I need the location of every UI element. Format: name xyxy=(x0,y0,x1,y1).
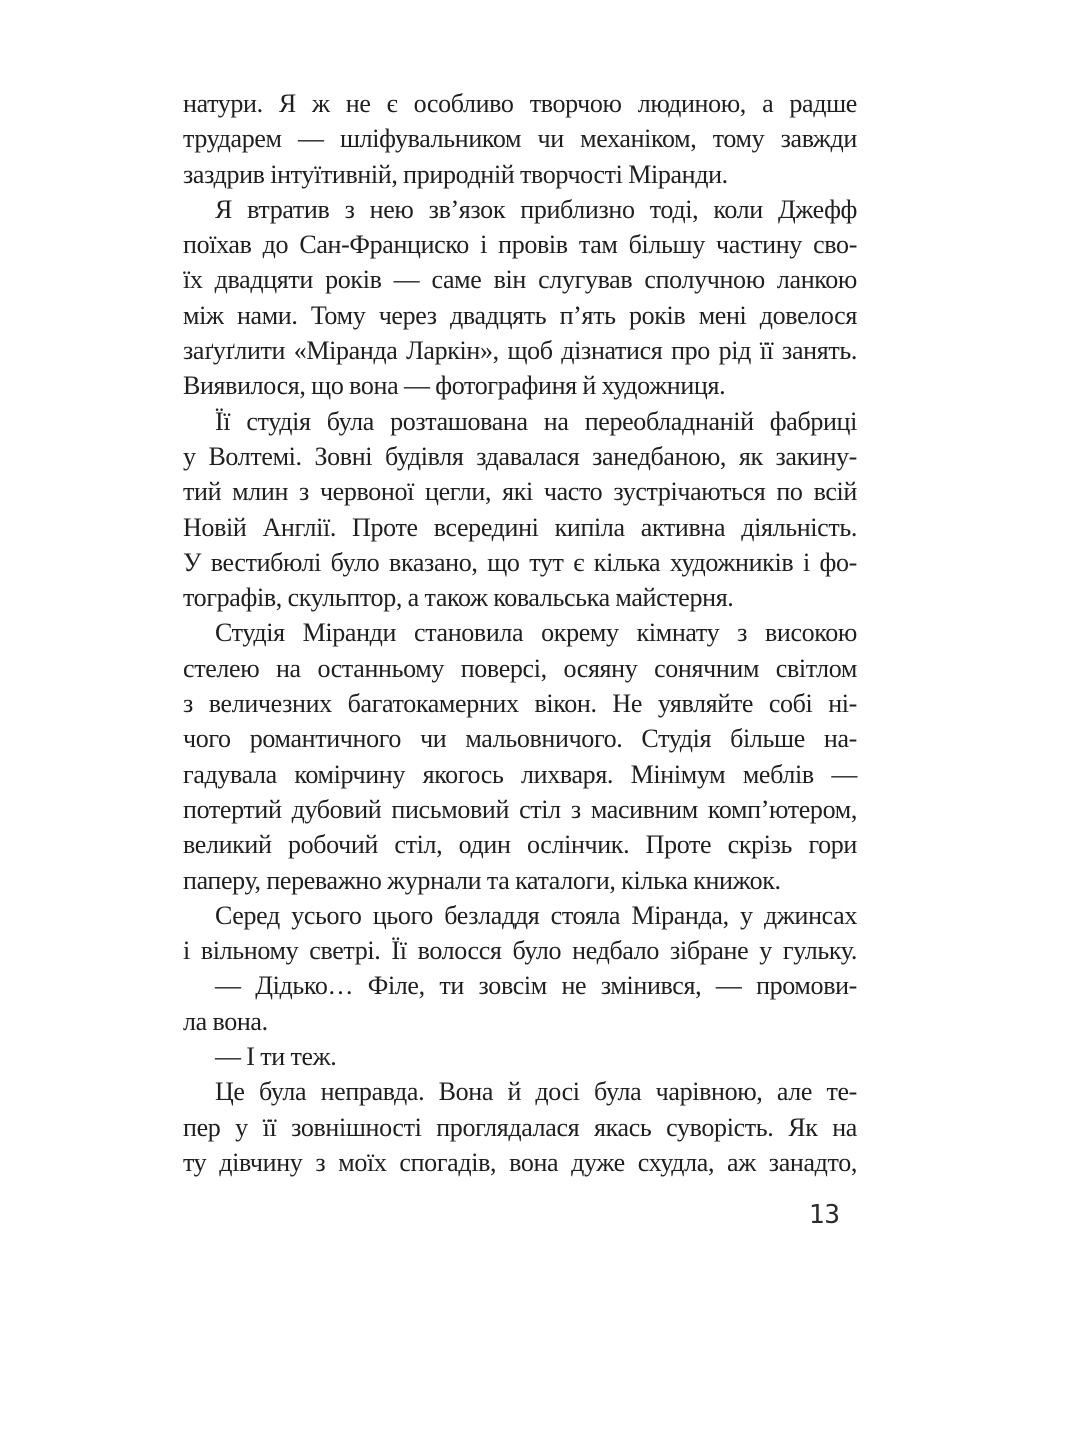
text-line: чого романтичного чи мальовничого. Студія більше на- xyxy=(183,724,857,754)
text-line: — Дідько… Філе, ти зовсім не змінився, — промови- xyxy=(215,971,857,1001)
page-number: 13 xyxy=(808,1200,840,1230)
text-line: і вільному светрі. Її волосся було недбало зібране у гульку. xyxy=(183,936,857,966)
text-line: Я втратив з нею зв’язок приблизно тоді, коли Джефф xyxy=(215,194,857,224)
text-line: Її студія була розташована на переобладнаній фабриці xyxy=(215,406,857,436)
text-line: стелею на останньому поверсі, осяяну сонячним світлом xyxy=(183,653,857,683)
text-line: Це була неправда. Вона й досі була чарівною, але те- xyxy=(215,1077,857,1107)
text-line: заґуґлити «Міранда Ларкін», щоб дізнатися про рід її занять. xyxy=(183,336,857,366)
page-text xyxy=(183,86,857,1180)
text-line: Серед усього цього безладдя стояла Міранда, у джинсах xyxy=(215,900,857,930)
text-line: заздрив інтуїтивній, природній творчості Міранди. xyxy=(183,159,728,189)
text-line: ту дівчину з моїх спогадів, вона дуже схудла, аж занадто, xyxy=(183,1147,857,1177)
text-line: тографів, скульптор, а також ковальська майстерня. xyxy=(183,583,734,613)
text-line: великий робочий стіл, один ослінчик. Проте скрізь гори xyxy=(183,830,857,860)
text-line: натури. Я ж не є особливо творчою людиною, а радше xyxy=(183,89,857,118)
text-line: У вестибюлі було вказано, що тут є кілька художників і фо- xyxy=(183,547,857,577)
text-line: — І ти теж. xyxy=(215,1042,337,1072)
text-line: ла вона. xyxy=(183,1006,268,1036)
text-line: гадувала комірчину якогось лихваря. Мінімум меблів — xyxy=(183,759,857,789)
text-line: тий млин з червоної цегли, які часто зустрічаються по всій xyxy=(183,477,857,507)
text-line: між нами. Тому через двадцять п’ять років мені довелося xyxy=(183,300,857,330)
text-line: Виявилося, що вона — фотографиня й художниця. xyxy=(183,371,726,401)
text-line: потертий дубовий письмовий стіл з масивним комп’ютером, xyxy=(183,794,857,824)
text-line: трударем — шліфувальником чи механіком, тому завжди xyxy=(183,124,857,154)
text-line: Студія Міранди становила окрему кімнату з високою xyxy=(215,618,857,648)
text-line: Новій Англії. Проте всередині кипіла активна діяльність. xyxy=(183,512,857,542)
text-line: їх двадцяти років — саме він слугував сполучною ланкою xyxy=(183,265,857,295)
text-line: у Волтемі. Зовні будівля здавалася занедбаною, як закину- xyxy=(183,441,857,471)
text-line: з величезних багатокамерних вікон. Не уявляйте собі ні- xyxy=(183,689,857,719)
text-line: паперу, переважно журнали та каталоги, кілька книжок. xyxy=(183,865,781,895)
text-line: поїхав до Сан-Франциско і провів там більшу частину сво- xyxy=(183,230,857,260)
text-line: пер у її зовнішності проглядалася якась суворість. Як на xyxy=(183,1112,857,1142)
